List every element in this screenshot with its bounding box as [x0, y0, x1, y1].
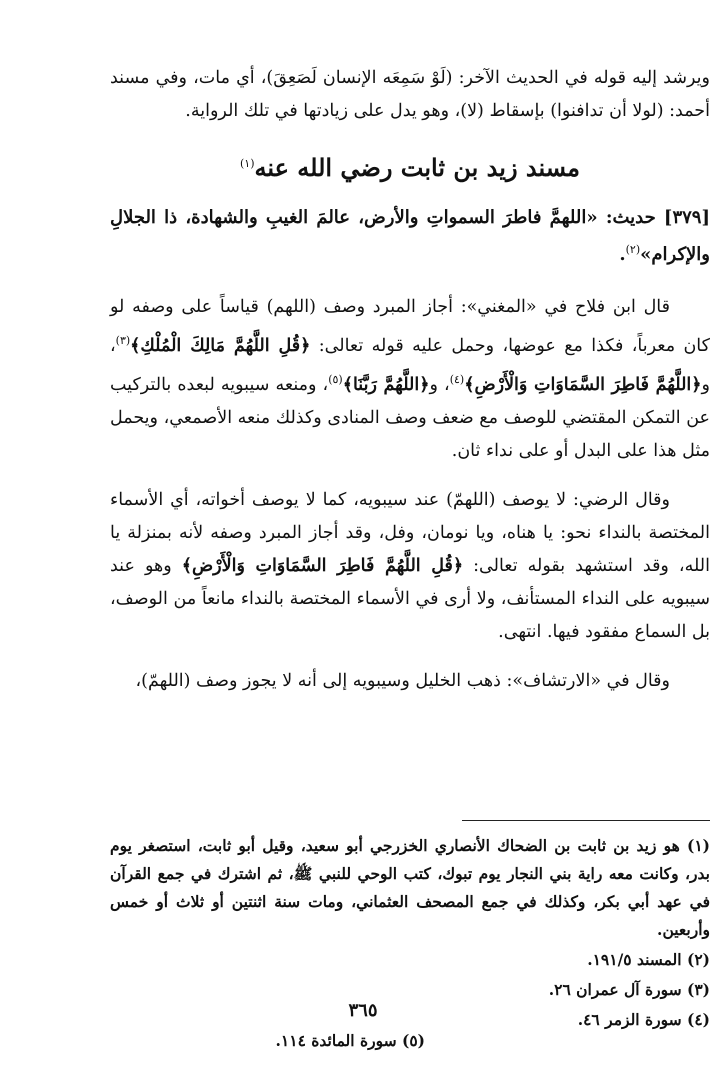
hadith-body: [٣٧٩] حديث: «اللهمَّ فاطرَ السمواتِ والأرض، عالمَ الغيبِ والشهادة، ذا الجلالِ والإكرام»	[110, 207, 710, 265]
footnote-ref: (٣)	[115, 334, 131, 347]
footnote-item: (٤) سورة الزمر ٤٦.	[577, 1010, 710, 1029]
quran-quote: ﴿اللَّهُمَّ فَاطِرَ السَّمَاوَاتِ وَالْأَرْضِ﴾	[464, 374, 702, 395]
footnote-item: (٥) سورة المائدة ١١٤.	[275, 1031, 425, 1050]
footnote-item: (٢) المسند ١٩١/٥.	[587, 950, 710, 969]
paragraph-text: وقال الرضي: لا يوصف (اللهمّ) عند سيبويه، كما لا يوصف أخواته، أي الأسماء المختصة بالنداء نحو: يا هناه، ويا نومان، وفل، وقد أجاز المبرد وصفه لأنه بمنزلة يا الله، وقد استشهد بقوله تعالى:	[110, 489, 710, 576]
paragraph-radi	[110, 484, 710, 649]
page-body	[110, 62, 710, 1072]
paragraph-text: ، ومنعه سيبويه لبعده بالتركيب عن التمكن المقتضي للوصف مع ضعف وصف المنادى وكذلك منعه الأصمعي، ويحمل مثل هذا على البدل أو على نداء ثان.	[110, 374, 710, 461]
footnote-item: (١) هو زيد بن ثابت بن الضحاك الأنصاري الخزرجي أبو سعيد، وقيل أبو ثابت، استصغر يوم بدر، وكانت معه راية بني النجار يوم تبوك، كتب الوحي للنبي ﷺ، ثم اشترك في جمع القرآن في عهد أبي بكر، وكذلك في جمع المصحف العثماني، ومات سنة اثنتين أو ثلاث أو خمس وأربعين.	[110, 836, 710, 939]
footnote-ref: (٤)	[449, 372, 465, 386]
paragraph-text: قال ابن فلاح في «المغني»: أجاز المبرد وصف (اللهم) قياساً على وصفه لو كان معرباً، فكذا مع عوضها، وحمل عليه قوله تعالى:	[110, 297, 710, 356]
quran-quote: ﴿قُلِ اللَّهُمَّ مَالِكَ الْمُلْكِ﴾	[130, 335, 311, 356]
paragraph-irtishaf: وقال في «الارتشاف»: ذهب الخليل وسيبويه إلى أنه لا يجوز وصف (اللهمّ)،	[135, 670, 670, 691]
section-heading	[110, 148, 710, 184]
footnote-ref: (٢)	[625, 243, 641, 256]
paragraph-text: وهو عند سيبويه على النداء المستأنف، ولا أرى في الأسماء المختصة بالنداء مانعاً من الوصف، بل السماع مفقود فيها. انتهى.	[110, 555, 710, 642]
quran-quote: ﴿قُلِ اللَّهُمَّ فَاطِرَ السَّمَاوَاتِ وَالْأَرْضِ﴾	[181, 555, 464, 576]
page-number: ٣٦٥	[348, 1000, 378, 1021]
paragraph-ibn-falah	[110, 291, 710, 468]
footnote-ref: (١)	[239, 157, 255, 170]
section-heading-title: مسند زيد بن ثابت رضي الله عنه	[254, 153, 580, 182]
footnote-item: (٣) سورة آل عمران ٢٦.	[548, 980, 710, 999]
footnote-ref: (٥)	[328, 372, 343, 386]
quran-quote: ﴿اللَّهُمَّ رَبَّنَا﴾	[342, 374, 430, 395]
intro-paragraph: ويرشد إليه قوله في الحديث الآخر: (لَوْ سَمِعَه الإنسان لَصَعِقَ)، أي مات، وفي مسند أحمد: (لولا أن تدافنوا) بإسقاط (لا)، وهو يدل على زيادتها في تلك الرواية.	[110, 68, 710, 121]
paragraph-text: ، و	[110, 335, 710, 395]
footnote-divider	[462, 820, 710, 821]
hadith-text: [٣٧٩] حديث: «اللهمَّ فاطرَ السمواتِ والأرض، عالمَ الغيبِ والشهادة، ذا الجلالِ والإكرام»$^{(٢)}$.	[110, 207, 710, 265]
paragraph-text: ، و	[429, 374, 450, 395]
